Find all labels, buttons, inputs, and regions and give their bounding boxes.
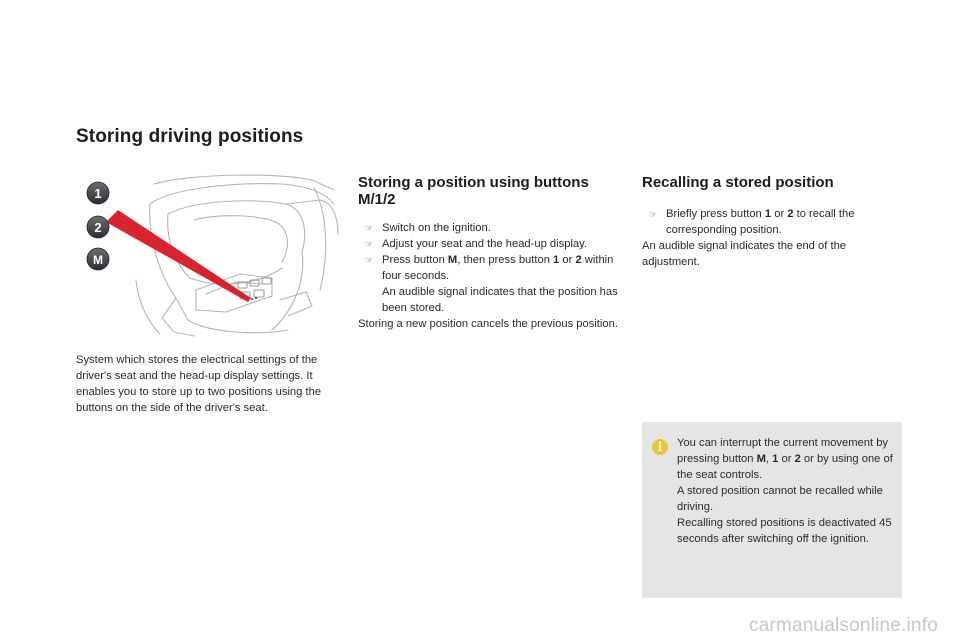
memory-button-2 bbox=[87, 216, 109, 238]
svg-text:1: 1 bbox=[94, 186, 102, 201]
storing-step-note: An audible signal indicates that the position has been stored. bbox=[382, 286, 618, 314]
list-item: ☞ Briefly press button 1 or 2 to recall the corresponding position. bbox=[649, 208, 855, 236]
pointing-hand-icon: ☞ bbox=[365, 255, 374, 265]
pointing-hand-icon: ☞ bbox=[365, 239, 374, 249]
memory-button-m bbox=[87, 248, 109, 270]
note-line-3: Recalling stored positions is deactivated 45 seconds after switching off the ignition. bbox=[677, 517, 892, 545]
page-title: Storing driving positions bbox=[76, 126, 304, 147]
memory-button-1 bbox=[87, 182, 109, 204]
recalling-heading: Recalling a stored position bbox=[642, 174, 834, 191]
storing-footer: Storing a new position cancels the previous position. bbox=[358, 318, 618, 330]
svg-text:M: M bbox=[93, 253, 103, 267]
info-icon: i bbox=[652, 439, 668, 455]
watermark: carmanualsonline.info bbox=[748, 615, 938, 636]
note-text bbox=[677, 435, 897, 547]
storing-steps bbox=[358, 220, 626, 316]
recalling-steps bbox=[642, 206, 904, 238]
list-item: ☞ Press button M, then press button 1 or 2 within four seconds. An audible signal indicates that the position has been stored. bbox=[365, 254, 618, 314]
pointing-hand-icon: ☞ bbox=[649, 209, 658, 219]
svg-text:2: 2 bbox=[94, 220, 102, 235]
storing-heading: Storing a position using buttons M/1/2 bbox=[358, 174, 589, 208]
storing-section bbox=[358, 174, 626, 332]
recalling-section bbox=[642, 174, 904, 270]
info-note-box bbox=[642, 422, 902, 598]
pointing-hand-icon: ☞ bbox=[365, 223, 374, 233]
callout-pointer bbox=[106, 210, 251, 302]
intro-text: System which stores the electrical settings of the driver's seat and the head-up display settings. It enables you to store up to two positions using the buttons on the side of the driver's seat. bbox=[76, 354, 322, 414]
seat-memory-illustration bbox=[76, 170, 340, 340]
note-line-1: You can interrupt the current movement by pressing button M, 1 or 2 or by using one of the seat controls. bbox=[677, 437, 893, 481]
list-item: ☞ Switch on the ignition. bbox=[365, 222, 491, 234]
list-item: ☞ Adjust your seat and the head-up display. bbox=[365, 238, 588, 250]
note-line-2: A stored position cannot be recalled while driving. bbox=[677, 485, 883, 513]
recalling-footer: An audible signal indicates the end of the adjustment. bbox=[642, 240, 847, 268]
